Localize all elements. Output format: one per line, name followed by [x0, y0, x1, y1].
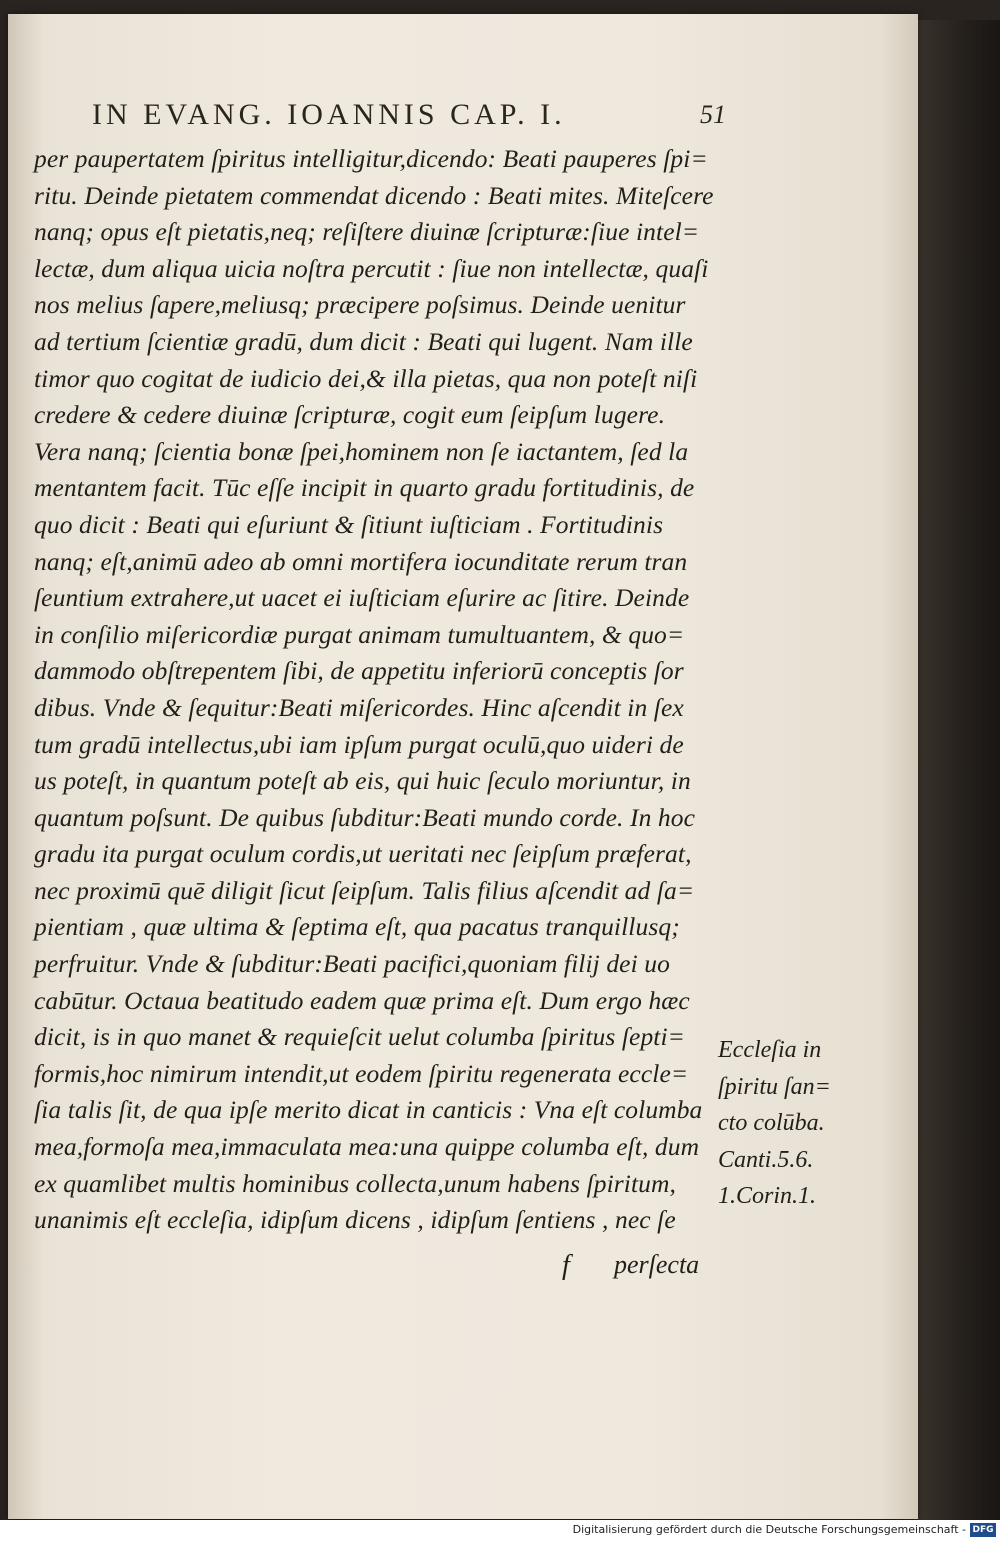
body-line: dammodo obſtrepentem ſibi, de appetitu inferiorū conceptis ſor: [34, 656, 684, 686]
funding-note: Digitalisierung gefördert durch die Deutsche Forschungsgemeinschaft -: [572, 1523, 966, 1536]
body-line: dicit, is in quo manet & requieſcit uelut columba ſpiritus ſepti=: [34, 1022, 685, 1052]
body-line: gradu ita purgat oculum cordis,ut ueritati nec ſeipſum præferat,: [34, 839, 692, 869]
footer-bar: [0, 1520, 1000, 1541]
body-line: cabūtur. Octaua beatitudo eadem quæ prima eſt. Dum ergo hæc: [34, 985, 690, 1015]
body-line: nos melius ſapere,meliusq; præcipere poſsimus. Deinde uenitur: [34, 290, 686, 320]
body-line: ritu. Deinde pietatem commendat dicendo : Beati mites. Miteſcere: [34, 180, 714, 210]
body-line: mea,formoſa mea,immaculata mea:una quippe columba eſt, dum: [34, 1132, 700, 1162]
body-line: credere & cedere diuinæ ſcripturæ, cogit eum ſeipſum lugere.: [34, 400, 666, 430]
catchword: perſecta: [614, 1250, 700, 1279]
body-line: dibus. Vnde & ſequitur:Beati miſericordes. Hinc aſcendit in ſex: [34, 692, 684, 722]
body-line: mentantem facit. Tūc eſſe incipit in quarto gradu fortitudinis, de: [34, 473, 695, 503]
body-line: perfruitur. Vnde & ſubditur:Beati pacifici,quoniam filij dei uo: [34, 949, 670, 979]
margin-note: Canti.5.6.: [718, 1146, 814, 1173]
body-line: ad tertium ſcientiæ gradū, dum dicit : Beati qui lugent. Nam ille: [34, 326, 693, 356]
body-line: per paupertatem ſpiritus intelligitur,dicendo: Beati pauperes ſpi=: [34, 144, 708, 173]
body-line: ſia talis ſit, de qua ipſe merito dicat in canticis : Vna eſt columba: [34, 1095, 703, 1125]
body-text: [34, 141, 724, 1239]
body-line: nanq; eſt,animū adeo ab omni mortifera iocunditate rerum tran: [34, 546, 688, 576]
body-line: quantum poſsunt. De quibus ſubditur:Beati mundo corde. In hoc: [34, 802, 696, 832]
body-line: in conſilio miſericordiæ purgat animam tumultuantem, & quo=: [34, 619, 685, 649]
folio-number: 51: [700, 100, 726, 129]
body-line: pientiam , quæ ultima & ſeptima eſt, qua pacatus tranquillusq;: [34, 912, 680, 942]
margin-note: 1.Corin.1.: [718, 1183, 817, 1210]
running-title: IN EVANG. IOANNIS CAP. I.: [92, 98, 566, 131]
body-line: timor quo cogitat de iudicio dei,& illa pietas, qua non poteſt niſi: [34, 363, 698, 393]
body-line: ſeuntium extrahere,ut uacet ei iuſticiam eſurire ac ſitire. Deinde: [34, 583, 690, 613]
dfg-logo: DFG: [970, 1523, 996, 1537]
body-line: nanq; opus eſt pietatis,neq; reſiſtere diuinæ ſcripturæ:ſiue intel=: [34, 217, 700, 247]
body-line: tum gradū intellectus,ubi iam ipſum purgat oculū,quo uideri de: [34, 729, 684, 759]
body-line: unanimis eſt eccleſia, idipſum dicens , idipſum ſentiens , nec ſe: [34, 1205, 676, 1235]
book-edge: [918, 20, 1000, 1520]
body-line: ex quamlibet multis hominibus collecta,unum habens ſpiritum,: [34, 1168, 677, 1198]
body-line: formis,hoc nimirum intendit,ut eodem ſpiritu regenerata eccle=: [34, 1058, 689, 1088]
margin-note: ſpiritu ſan=: [718, 1073, 831, 1100]
body-line: quo dicit : Beati qui eſuriunt & ſitiunt iuſticiam . Fortitudinis: [34, 509, 664, 539]
body-line: nec proximū quē diligit ſicut ſeipſum. Talis filius aſcendit ad ſa=: [34, 875, 695, 905]
margin-note: Eccleſia in: [718, 1037, 822, 1063]
signature-mark: f: [562, 1250, 570, 1281]
body-line: lectæ, dum aliqua uicia noſtra percutit : ſiue non intellectæ, quaſi: [34, 253, 709, 283]
margin-note: cto colūba.: [718, 1110, 825, 1137]
margin-notes: [718, 1032, 848, 1215]
body-line: Vera nanq; ſcientia bonæ ſpei,hominem non ſe iactantem, ſed la: [34, 436, 689, 466]
body-line: us poteſt, in quantum poteſt ab eis, qui huic ſeculo moriuntur, in: [34, 766, 691, 796]
